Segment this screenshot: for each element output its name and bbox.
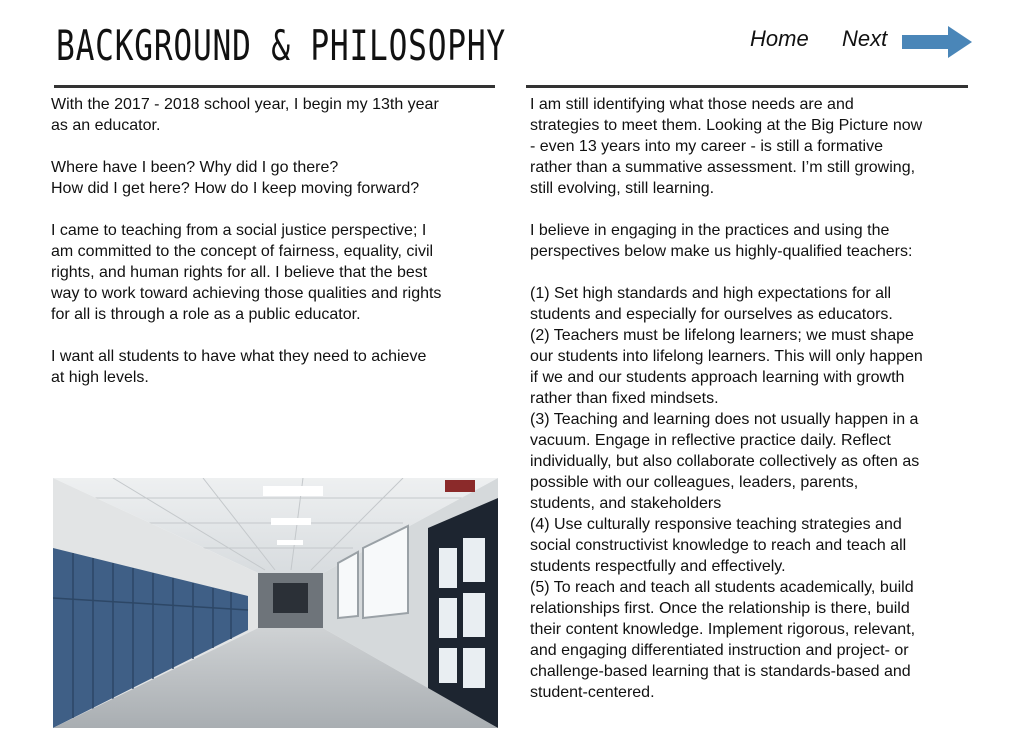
school-hallway-photo: [53, 478, 498, 728]
right-text-column: I am still identifying what those needs are and strategies to meet them. Looking at the Big Picture now - even 13 years into my career - is still a formative rather than a summative assessment. I’m still growing, still evolving, still learning. I believe in engaging in the practices and using the perspectives below make us highly-qualified teachers: (1) Set high standards and high expectations for all students and especially for ourselves as educators. (2) Teachers must be lifelong learners; we must shape our students into lifelong learners. This will only happen if we and our students approach learning with growth rather than fixed mindsets. (3) Teaching and learning does not usually happen in a vacuum. Engage in reflective practice daily. Reflect individually, but also collaborate collectively as often as possible with our colleagues, leaders, parents, students, and stakeholders (4) Use culturally responsive teaching strategies and social constructivist knowledge to reach and teach all students respectfully and effectively. (5) To reach and teach all students academically, build relationships first. Once the relationship is there, build their content knowledge. Implement rigorous, relevant, and engaging differentiated instruction and project- or challenge-based learning that is standards-based and student-centered.: [530, 96, 923, 701]
home-link[interactable]: Home: [750, 26, 809, 51]
page-title: BACKGROUND & PHILOSOPHY: [56, 22, 506, 71]
column-divider-line: [526, 85, 968, 88]
next-link[interactable]: Next: [842, 26, 888, 51]
right-arrow-icon[interactable]: [902, 26, 972, 58]
title-underline: [54, 85, 495, 88]
left-text-column: With the 2017 - 2018 school year, I begin my 13th year as an educator. Where have I been? Why did I go there? How did I get here? How do I keep moving forward? I came to teaching from a social justice perspective; I am committed to the concept of fairness, equality, civil rights, and human rights for all. I believe that the best way to work toward achieving those qualities and rights for all is through a role as a public educator. I want all students to have what they need to achieve at high levels.: [51, 96, 442, 386]
